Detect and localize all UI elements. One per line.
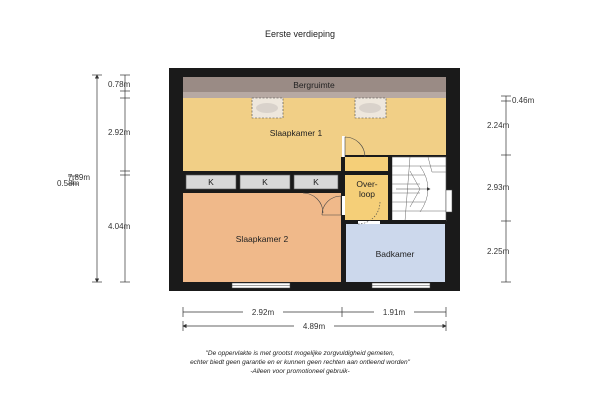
page-title: Eerste verdieping	[264, 29, 336, 39]
dim-left-bottom: 4.04m	[108, 222, 131, 231]
dim-left-mid: 2.92m	[108, 128, 131, 137]
label-slaapkamer-1: Slaapkamer 1	[269, 128, 323, 138]
dim-right-upper: 2.24m	[487, 121, 510, 130]
label-slaapkamer-2: Slaapkamer 2	[235, 234, 289, 244]
dim-bottom-total: 4.89m	[302, 322, 326, 331]
dim-right-top: 0.46m	[512, 96, 535, 105]
disclaimer	[0, 349, 600, 376]
label-badkamer: Badkamer	[375, 249, 415, 259]
dim-bottom-left: 2.92m	[251, 308, 275, 317]
dim-right-mid: 2.93m	[487, 183, 510, 192]
disclaimer-line-1: "De oppervlakte is met grootst mogelijke zorgvuldigheid gemeten,	[205, 350, 395, 357]
label-overloop-1: Over-	[356, 179, 378, 189]
label-kast: K	[262, 177, 268, 187]
staircase	[392, 157, 446, 221]
dim-bottom-right: 1.91m	[382, 308, 406, 317]
dim-right-lower: 2.25m	[487, 247, 510, 256]
disclaimer-line-2: echter biedt geen garantie en er kunnen geen rechten aan ontleend worden"	[190, 359, 410, 366]
label-kast: K	[313, 177, 319, 187]
label-kast: K	[208, 177, 214, 187]
dim-left-top: 0.78m	[108, 80, 131, 89]
roof-beam	[183, 92, 446, 98]
dim-left-small: 0.58m	[57, 179, 80, 188]
disclaimer-line-3: -Alleen voor promotioneel gebruik-	[250, 368, 350, 375]
label-bergruimte: Bergruimte	[293, 80, 335, 90]
label-overloop-2: loop	[358, 189, 376, 199]
dim-left-total: 7.89m	[67, 173, 90, 182]
room-slaapkamer-1-ext	[389, 98, 446, 155]
